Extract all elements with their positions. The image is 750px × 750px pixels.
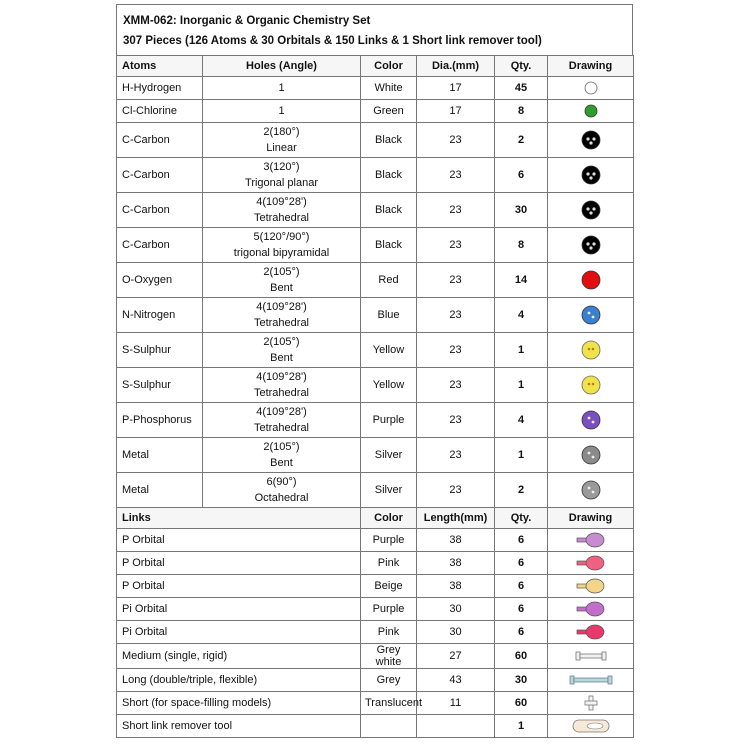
sulphur-bent-ball-icon <box>552 340 629 360</box>
link-qty: 1 <box>495 715 548 738</box>
atom-color: Green <box>361 100 417 123</box>
atoms-header-row <box>117 56 634 77</box>
link-length: 38 <box>417 529 495 552</box>
link-row <box>117 529 634 552</box>
link-drawing <box>548 552 634 575</box>
atom-geometry: Bent <box>270 457 293 469</box>
link-name: Short (for space-filling models) <box>117 692 361 715</box>
atom-drawing <box>548 403 634 438</box>
atom-holes <box>203 158 361 193</box>
atom-row <box>117 438 634 473</box>
atom-qty: 14 <box>495 263 548 298</box>
atom-color: Purple <box>361 403 417 438</box>
atom-holes-angle: 6(90°) <box>266 476 297 488</box>
atom-drawing <box>548 100 634 123</box>
atom-geometry: Tetrahedral <box>253 317 310 329</box>
link-row <box>117 715 634 738</box>
link-drawing <box>548 669 634 692</box>
atom-drawing <box>548 263 634 298</box>
atom-geometry: trigonal bipyramidal <box>233 247 330 259</box>
atom-qty: 4 <box>495 403 548 438</box>
link-length: 38 <box>417 575 495 598</box>
atom-geometry: Tetrahedral <box>253 212 310 224</box>
link-name: P Orbital <box>117 529 361 552</box>
atom-name: C-Carbon <box>117 228 203 263</box>
atom-color: Yellow <box>361 333 417 368</box>
link-name: Medium (single, rigid) <box>117 644 361 669</box>
links-header-row <box>117 508 634 529</box>
link-color: Purple <box>361 529 417 552</box>
atom-row <box>117 473 634 508</box>
atom-holes-angle: 2(180°) <box>263 126 300 138</box>
atom-holes <box>203 123 361 158</box>
link-name: Pi Orbital <box>117 598 361 621</box>
parts-table <box>116 55 634 738</box>
link-color: Purple <box>361 598 417 621</box>
atom-drawing <box>548 298 634 333</box>
atom-drawing <box>548 368 634 403</box>
atom-drawing <box>548 158 634 193</box>
atom-drawing <box>548 123 634 158</box>
link-drawing <box>548 575 634 598</box>
atom-holes <box>203 333 361 368</box>
atom-row <box>117 263 634 298</box>
atom-holes-angle: 4(109°28') <box>256 196 307 208</box>
atom-name: Metal <box>117 473 203 508</box>
atom-holes-angle: 5(120°/90°) <box>253 231 310 243</box>
hydrogen-ball-icon <box>552 78 629 98</box>
link-color: Pink <box>361 621 417 644</box>
atom-diameter: 23 <box>417 263 495 298</box>
link-length: 27 <box>417 644 495 669</box>
link-color: Beige <box>361 575 417 598</box>
drawing-col-header: Drawing <box>548 56 634 77</box>
atom-drawing <box>548 193 634 228</box>
link-color: Grey white <box>361 644 417 669</box>
atom-holes-angle: 2(105°) <box>263 441 300 453</box>
pi-orbital-pink-icon <box>552 624 629 640</box>
atom-color: White <box>361 77 417 100</box>
link-color: Pink <box>361 552 417 575</box>
dia-col-header: Dia.(mm) <box>417 56 495 77</box>
link-qty: 60 <box>495 692 548 715</box>
p-orbital-purple-icon <box>552 532 629 548</box>
atom-diameter: 23 <box>417 193 495 228</box>
atom-qty: 4 <box>495 298 548 333</box>
atom-drawing <box>548 333 634 368</box>
remover-tool-icon <box>552 718 629 734</box>
atom-qty: 1 <box>495 368 548 403</box>
atom-holes-angle: 2(105°) <box>263 266 300 278</box>
link-length <box>417 715 495 738</box>
atom-row <box>117 298 634 333</box>
atom-name: O-Oxygen <box>117 263 203 298</box>
link-length: 30 <box>417 621 495 644</box>
carbon-tetrahedral-ball-icon <box>552 200 629 220</box>
link-qty: 30 <box>495 669 548 692</box>
atom-geometry: Tetrahedral <box>253 387 310 399</box>
link-drawing <box>548 621 634 644</box>
atom-holes <box>203 263 361 298</box>
atom-holes-angle: 4(109°28') <box>256 301 307 313</box>
atom-holes <box>203 228 361 263</box>
atom-holes <box>203 193 361 228</box>
color-col-header: Color <box>361 56 417 77</box>
p-orbital-pink-icon <box>552 555 629 571</box>
carbon-bipyramidal-ball-icon <box>552 235 629 255</box>
nitrogen-ball-icon <box>552 305 629 325</box>
atom-color: Black <box>361 193 417 228</box>
medium-link-icon <box>552 649 629 663</box>
atoms-col-header: Atoms <box>117 56 203 77</box>
link-name: P Orbital <box>117 575 361 598</box>
atom-holes-angle: 4(109°28') <box>256 406 307 418</box>
atom-color: Silver <box>361 473 417 508</box>
atom-diameter: 23 <box>417 368 495 403</box>
length-col-header: Length(mm) <box>417 508 495 529</box>
atom-diameter: 23 <box>417 123 495 158</box>
atom-qty: 2 <box>495 123 548 158</box>
atom-color: Black <box>361 158 417 193</box>
atom-diameter: 17 <box>417 77 495 100</box>
atom-name: N-Nitrogen <box>117 298 203 333</box>
link-color: Grey <box>361 669 417 692</box>
atom-color: Red <box>361 263 417 298</box>
atom-drawing <box>548 473 634 508</box>
atom-geometry: Trigonal planar <box>245 177 318 189</box>
link-length: 30 <box>417 598 495 621</box>
atom-diameter: 23 <box>417 438 495 473</box>
atom-diameter: 23 <box>417 473 495 508</box>
link-row <box>117 692 634 715</box>
atom-holes <box>203 298 361 333</box>
link-length: 11 <box>417 692 495 715</box>
sheet-subtitle: 307 Pieces (126 Atoms & 30 Orbitals & 150 Links & 1 Short link remover tool) <box>123 35 542 47</box>
link-drawing <box>548 598 634 621</box>
oxygen-ball-icon <box>552 270 629 290</box>
atom-holes <box>203 100 361 123</box>
atom-qty: 8 <box>495 228 548 263</box>
link-drawing <box>548 644 634 669</box>
link-color-col-header: Color <box>361 508 417 529</box>
link-row <box>117 644 634 669</box>
atom-name: C-Carbon <box>117 158 203 193</box>
atom-holes-angle: 4(109°28') <box>256 371 307 383</box>
phosphorus-ball-icon <box>552 410 629 430</box>
atom-row <box>117 158 634 193</box>
atom-row <box>117 193 634 228</box>
pi-orbital-purple-icon <box>552 601 629 617</box>
link-drawing-col-header: Drawing <box>548 508 634 529</box>
atom-diameter: 23 <box>417 403 495 438</box>
link-drawing <box>548 715 634 738</box>
atom-holes <box>203 77 361 100</box>
atom-geometry: Octahedral <box>254 492 309 504</box>
product-spec-sheet <box>116 4 633 738</box>
atom-color: Black <box>361 228 417 263</box>
link-name: Long (double/triple, flexible) <box>117 669 361 692</box>
link-name: Short link remover tool <box>117 715 361 738</box>
link-color: Translucent <box>361 692 417 715</box>
atom-holes <box>203 473 361 508</box>
atom-holes-angle: 1 <box>278 82 285 94</box>
atom-geometry: Bent <box>270 282 293 294</box>
carbon-linear-ball-icon <box>552 130 629 150</box>
atom-geometry: Bent <box>270 352 293 364</box>
link-qty: 6 <box>495 529 548 552</box>
atom-holes-angle: 1 <box>278 105 285 117</box>
atom-holes-angle: 2(105°) <box>263 336 300 348</box>
link-drawing <box>548 529 634 552</box>
link-qty: 6 <box>495 575 548 598</box>
atom-name: S-Sulphur <box>117 333 203 368</box>
atom-qty: 8 <box>495 100 548 123</box>
atom-diameter: 23 <box>417 298 495 333</box>
metal-bent-ball-icon <box>552 445 629 465</box>
atom-row <box>117 100 634 123</box>
link-qty-col-header: Qty. <box>495 508 548 529</box>
holes-col-header: Holes (Angle) <box>203 56 361 77</box>
link-length: 43 <box>417 669 495 692</box>
atom-name: P-Phosphorus <box>117 403 203 438</box>
qty-col-header: Qty. <box>495 56 548 77</box>
atom-row <box>117 333 634 368</box>
link-name: Pi Orbital <box>117 621 361 644</box>
link-name: P Orbital <box>117 552 361 575</box>
atom-geometry: Linear <box>266 142 297 154</box>
p-orbital-beige-icon <box>552 578 629 594</box>
atom-qty: 30 <box>495 193 548 228</box>
metal-octahedral-ball-icon <box>552 480 629 500</box>
atom-name: H-Hydrogen <box>117 77 203 100</box>
long-link-icon <box>552 673 629 687</box>
short-link-icon <box>552 695 629 711</box>
link-color <box>361 715 417 738</box>
atom-diameter: 23 <box>417 158 495 193</box>
atom-qty: 1 <box>495 333 548 368</box>
atom-diameter: 17 <box>417 100 495 123</box>
atom-diameter: 23 <box>417 228 495 263</box>
atom-qty: 1 <box>495 438 548 473</box>
atom-name: C-Carbon <box>117 193 203 228</box>
atom-color: Black <box>361 123 417 158</box>
link-row <box>117 598 634 621</box>
atom-drawing <box>548 438 634 473</box>
atom-name: Metal <box>117 438 203 473</box>
atom-color: Silver <box>361 438 417 473</box>
atom-row <box>117 123 634 158</box>
atom-row <box>117 403 634 438</box>
link-row <box>117 575 634 598</box>
atom-geometry: Tetrahedral <box>253 422 310 434</box>
atom-diameter: 23 <box>417 333 495 368</box>
atom-row <box>117 77 634 100</box>
atom-holes-angle: 3(120°) <box>263 161 300 173</box>
atom-color: Yellow <box>361 368 417 403</box>
link-length: 38 <box>417 552 495 575</box>
link-drawing <box>548 692 634 715</box>
atom-name: S-Sulphur <box>117 368 203 403</box>
atom-qty: 6 <box>495 158 548 193</box>
link-row <box>117 669 634 692</box>
sulphur-tetrahedral-ball-icon <box>552 375 629 395</box>
atom-holes <box>203 403 361 438</box>
link-qty: 60 <box>495 644 548 669</box>
chlorine-ball-icon <box>552 101 629 121</box>
atom-qty: 45 <box>495 77 548 100</box>
atom-row <box>117 228 634 263</box>
link-qty: 6 <box>495 552 548 575</box>
atom-holes <box>203 438 361 473</box>
atom-name: Cl-Chlorine <box>117 100 203 123</box>
link-row <box>117 552 634 575</box>
atom-row <box>117 368 634 403</box>
link-qty: 6 <box>495 621 548 644</box>
atom-holes <box>203 368 361 403</box>
atom-name: C-Carbon <box>117 123 203 158</box>
link-row <box>117 621 634 644</box>
atom-qty: 2 <box>495 473 548 508</box>
link-qty: 6 <box>495 598 548 621</box>
links-col-header: Links <box>117 508 361 529</box>
atom-color: Blue <box>361 298 417 333</box>
atom-drawing <box>548 77 634 100</box>
sheet-title: XMM-062: Inorganic & Organic Chemistry Set <box>123 15 371 27</box>
atom-drawing <box>548 228 634 263</box>
carbon-trigonal-ball-icon <box>552 165 629 185</box>
sheet-header <box>116 4 633 55</box>
